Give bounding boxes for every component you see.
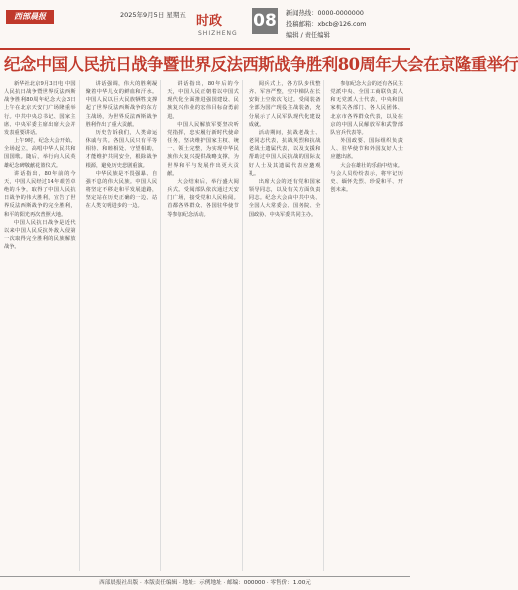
article-paragraph: 阅兵式上，各方队步伐整齐、军容严整，空中梯队在长安街上空依次飞过。受阅装备全部为国产现役主战装备，充分展示了人民军队现代化建设成就。 bbox=[248, 81, 321, 128]
article-paragraph: 中国人民抗日战争是近代以来中国人民反抗外敌入侵第一次取得完全胜利的民族解放战争。 bbox=[4, 219, 76, 251]
article-column bbox=[330, 80, 406, 571]
article-column bbox=[249, 80, 325, 571]
article-paragraph: 讲话指出，80年前的今天，中国人民经过14年艰苦卓绝的斗争，取得了中国人民抗日战争的伟大胜利，宣告了世界反法西斯战争的完全胜利，和平的阳光再次普照大地。 bbox=[4, 170, 76, 218]
contact-email: 投稿邮箱：xbcb@126.com bbox=[286, 21, 367, 28]
section-subtitle: SHIZHENG bbox=[198, 30, 238, 37]
article-paragraph: 历史告诉我们，人类命运休戚与共。各国人民只有平等相待、和睦相处、守望相助，才能维护共同安全，根除战争根源，避免历史悲剧重演。 bbox=[85, 129, 158, 169]
article-paragraph: 外国政要、国际组织负责人、驻华使节和外国友好人士应邀出席。 bbox=[330, 138, 403, 161]
article-column bbox=[86, 80, 162, 571]
article-paragraph: 上午9时，纪念大会开始。全场起立，高唱中华人民共和国国歌。随后，举行向人民英雄纪念碑敬献花篮仪式。 bbox=[4, 138, 76, 169]
page-header bbox=[0, 0, 410, 50]
article-column bbox=[167, 80, 243, 571]
masthead-logo: 西部晨报 bbox=[6, 10, 54, 24]
section-title: 时政 bbox=[196, 14, 223, 29]
article-headline: 纪念中国人民抗日战争暨世界反法西斯战争胜利80周年大会在京隆重举行 bbox=[4, 55, 518, 74]
article-paragraph: 大会在雄壮的乐曲中结束。与会人员纷纷表示，将牢记历史、缅怀先烈、珍爱和平、开创未来。 bbox=[330, 162, 403, 194]
article-paragraph: 中华民族是不畏强暴、自强不息的伟大民族。中国人民将坚定不移走和平发展道路，坚定站在历史正确的一边、站在人类文明进步的一边。 bbox=[85, 170, 158, 210]
article-paragraph: 大会结束后，举行盛大阅兵式。受阅部队依次通过天安门广场，接受党和人民检阅。首都各界群众、各国驻华使节等参加纪念活动。 bbox=[167, 178, 239, 218]
article-paragraph: 出席大会的还有党和国家领导同志，以及有关方面负责同志。纪念大会由中共中央、全国人大常委会、国务院、全国政协、中央军委共同主办。 bbox=[248, 178, 321, 218]
article-paragraph: 新华社北京9月3日电 中国人民抗日战争暨世界反法西斯战争胜利80周年纪念大会3日上午在北京天安门广场隆重举行。中共中央总书记、国家主席、中央军委主席出席大会并发表重要讲话。 bbox=[4, 81, 76, 136]
page-footer: 西部晨报社出版 · 本版责任编辑 · 地址：示例地址 · 邮编：000000 · 零售价：1.00元 bbox=[0, 576, 410, 590]
page-number: 08 bbox=[252, 8, 278, 34]
article-body bbox=[4, 80, 406, 571]
article-column bbox=[4, 80, 80, 571]
article-paragraph: 讲话强调，伟大的胜利凝聚着中华儿女的鲜血和汗水。中国人民以巨大民族牺牲支撑起了世界反法西斯战争的东方主战场，为世界反法西斯战争胜利作出了重大贡献。 bbox=[85, 81, 158, 128]
article-paragraph: 活动期间，抗战老战士、老同志代表，抗战英烈和抗战老战士遗属代表，以及支援和帮助过中国人民抗战的国际友好人士及其遗属代表应邀观礼。 bbox=[248, 129, 321, 177]
article-paragraph: 参加纪念大会的还有各民主党派中央、全国工商联负责人和无党派人士代表，中央和国家机关各部门、各人民团体、北京市各界群众代表，以及在京的中国人民解放军和武警部队官兵代表等。 bbox=[330, 81, 403, 136]
article-paragraph: 讲话指出，80年后的今天，中国人民正朝着以中国式现代化全面推进强国建设、民族复兴伟业的宏伟目标奋勇前进。 bbox=[167, 81, 239, 120]
editor-credit: 编辑 / 责任编辑 bbox=[286, 32, 330, 39]
issue-date: 2025年9月5日 星期五 bbox=[120, 11, 186, 19]
contact-info bbox=[286, 8, 366, 41]
article-paragraph: 中国人民解放军要坚决听党指挥，忠实履行新时代使命任务，坚决维护国家主权、统一、领土完整，为实现中华民族伟大复兴提供战略支撑，为世界和平与发展作出更大贡献。 bbox=[167, 121, 239, 177]
hotline: 新闻热线：0000-0000000 bbox=[286, 10, 364, 17]
